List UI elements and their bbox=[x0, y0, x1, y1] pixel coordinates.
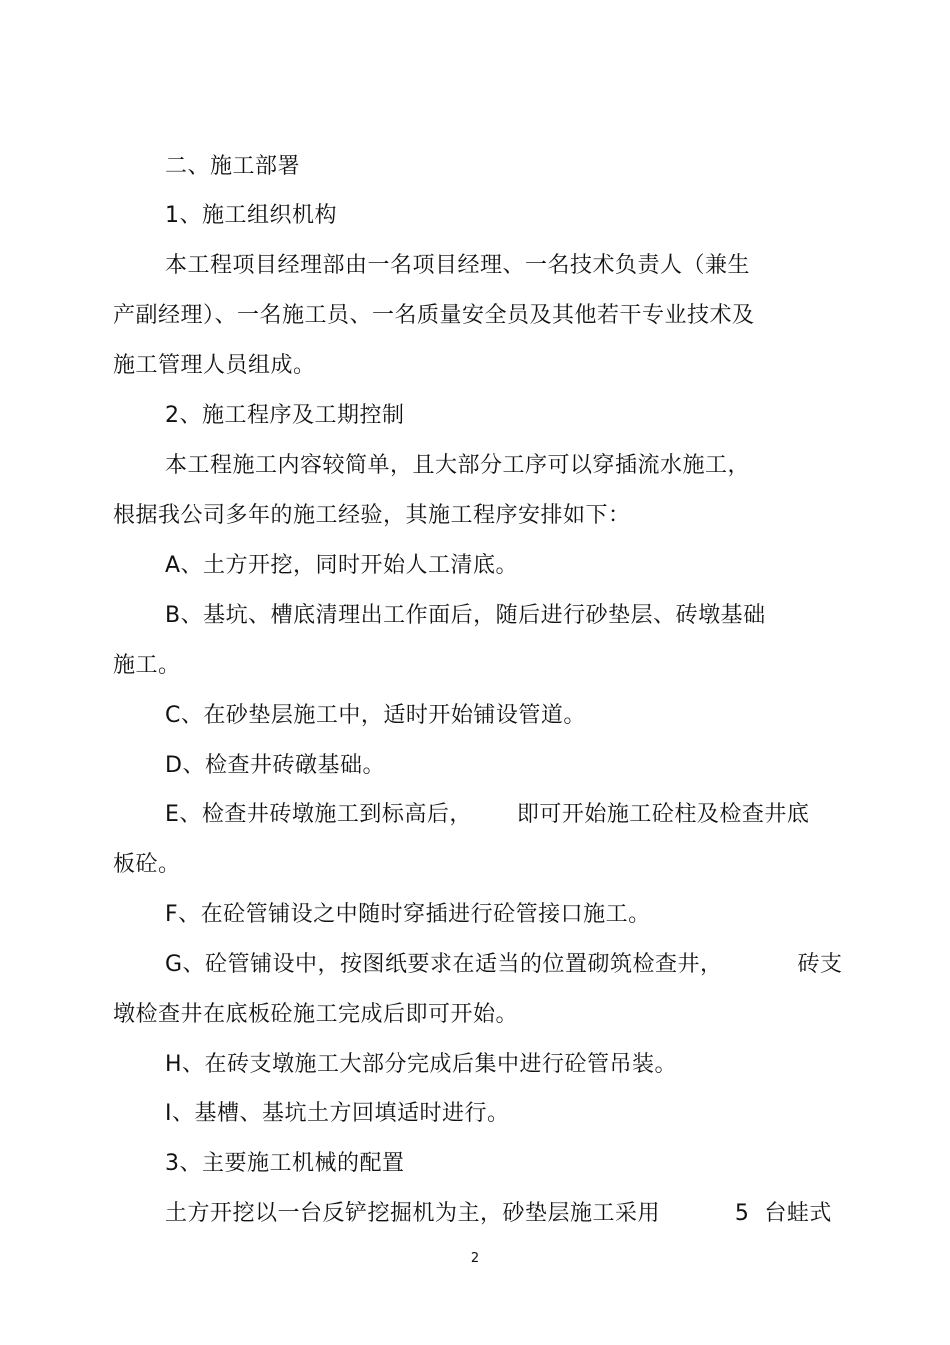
subsection-heading: 2、施工程序及工期控制 bbox=[165, 403, 405, 428]
section-heading: 二、施工部署 bbox=[165, 154, 301, 179]
paragraph-line: 根据我公司多年的施工经验，其施工程序安排如下： bbox=[113, 503, 631, 528]
paragraph-line: 本工程项目经理部由一名项目经理、一名技术负责人（兼生 bbox=[165, 253, 751, 278]
list-item-continuation: 施工。 bbox=[113, 653, 181, 678]
subsection-heading: 3、主要施工机械的配置 bbox=[165, 1151, 405, 1176]
list-item: G、砼管铺设中，按图纸要求在适当的位置砌筑检查井， 砖支 bbox=[165, 952, 843, 977]
list-item: H、在砖支墩施工大部分完成后集中进行砼管吊装。 bbox=[165, 1052, 678, 1077]
list-item: C、在砂垫层施工中，适时开始铺设管道。 bbox=[165, 703, 586, 728]
paragraph-line: 土方开挖以一台反铲挖掘机为主，砂垫层施工采用 5 台蛙式 bbox=[165, 1201, 832, 1226]
paragraph-line: 施工管理人员组成。 bbox=[113, 353, 316, 378]
paragraph-line: 产副经理）、一名施工员、一名质量安全员及其他若干专业技术及 bbox=[113, 303, 755, 328]
list-item: F、在砼管铺设之中随时穿插进行砼管接口施工。 bbox=[165, 902, 651, 927]
list-item: E、检查井砖墩施工到标高后， 即可开始施工砼柱及检查井底 bbox=[165, 802, 810, 827]
list-item: A、土方开挖，同时开始人工清底。 bbox=[165, 553, 519, 578]
subsection-heading: 1、施工组织机构 bbox=[165, 203, 337, 228]
paragraph-line: 本工程施工内容较简单，且大部分工序可以穿插流水施工， bbox=[165, 453, 751, 478]
list-item-continuation: 墩检查井在底板砼施工完成后即可开始。 bbox=[113, 1002, 519, 1027]
list-item: I、基槽、基坑土方回填适时进行。 bbox=[165, 1101, 510, 1126]
page-number: 2 bbox=[470, 1251, 480, 1266]
list-item: B、基坑、槽底清理出工作面后，随后进行砂垫层、砖墩基础 bbox=[165, 603, 766, 628]
list-item: D、检查井砖礅基础。 bbox=[165, 753, 385, 778]
list-item-continuation: 板砼。 bbox=[113, 852, 181, 877]
